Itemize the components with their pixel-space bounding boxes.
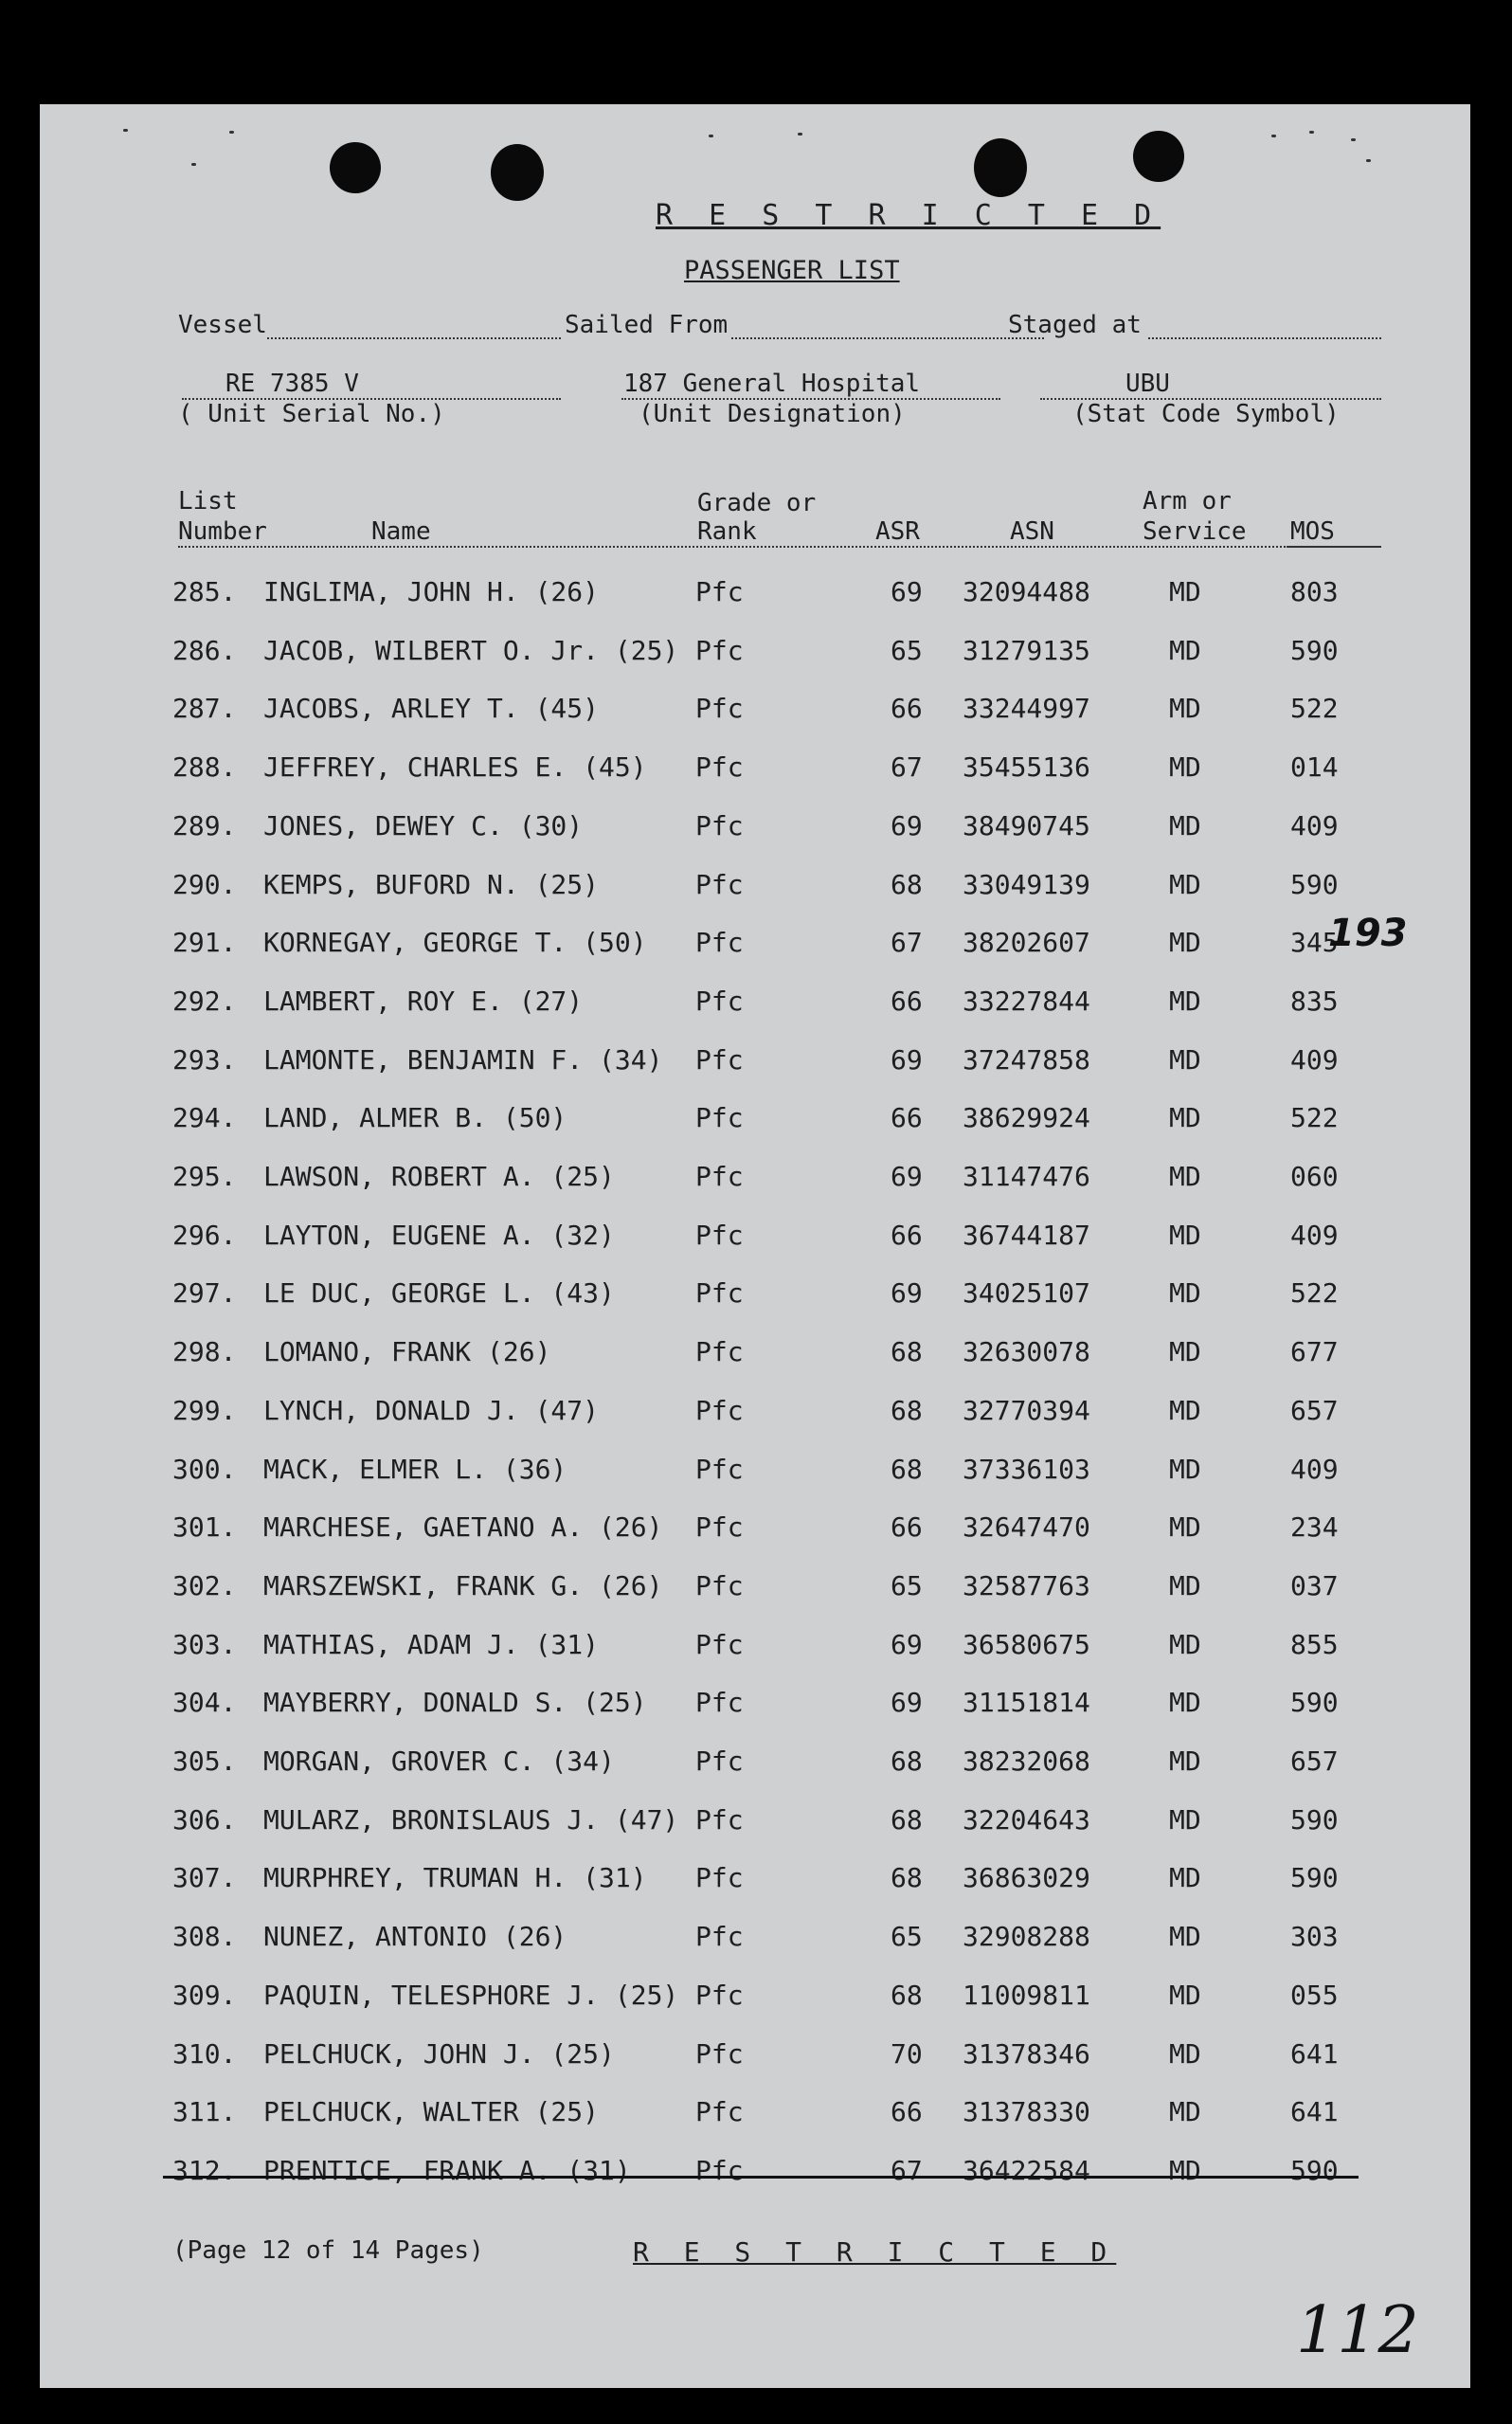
stamp-number: 193 — [1328, 912, 1408, 955]
list-number-cell: 289. — [172, 809, 237, 841]
strikethrough-line — [163, 2176, 1359, 2179]
table-row — [40, 927, 1470, 965]
arm-service-cell: MD — [1169, 809, 1201, 841]
list-number-cell: 310. — [172, 2037, 237, 2070]
table-row — [40, 1687, 1470, 1725]
passenger-name-cell: INGLIMA, JOHN H. (26) — [263, 576, 600, 607]
list-number-cell: 291. — [172, 927, 237, 959]
table-row — [40, 1161, 1470, 1199]
arm-service-cell: MD — [1169, 1043, 1201, 1076]
mos-cell: 522 — [1290, 693, 1339, 725]
passenger-name-cell: MARCHESE, GAETANO A. (26) — [263, 1511, 663, 1544]
list-number-cell: 300. — [172, 1453, 237, 1485]
list-number-cell: 309. — [172, 1979, 237, 2011]
col-name: Name — [371, 517, 431, 546]
grade-cell: Pfc — [695, 1628, 744, 1660]
table-row — [40, 1454, 1470, 1492]
asn-cell: 32908288 — [963, 1921, 1090, 1953]
grade-cell: Pfc — [695, 927, 744, 959]
asn-cell: 36744187 — [963, 1219, 1090, 1251]
passenger-name-cell: MULARZ, BRONISLAUS J. (47) — [263, 1803, 679, 1836]
grade-cell: Pfc — [695, 985, 744, 1017]
mos-cell: 037 — [1290, 1569, 1339, 1601]
arm-service-cell: MD — [1169, 1161, 1201, 1192]
col-mos: MOS — [1290, 517, 1335, 546]
passenger-name-cell: JACOB, WILBERT O. Jr. (25) — [263, 634, 679, 666]
asn-cell: 38629924 — [963, 1102, 1090, 1134]
sailed-from-label: Sailed From — [565, 311, 729, 339]
asn-cell: 32587763 — [963, 1569, 1090, 1601]
col-asn: ASN — [1010, 517, 1054, 546]
list-number-cell: 307. — [172, 1862, 237, 1894]
grade-cell: Pfc — [695, 1979, 744, 2011]
col-list-number-line1: List — [178, 487, 238, 516]
asn-cell: 38490745 — [963, 809, 1090, 841]
passenger-name-cell: JACOBS, ARLEY T. (45) — [263, 693, 600, 725]
asn-cell: 31279135 — [963, 634, 1090, 666]
table-row — [40, 1862, 1470, 1900]
asn-cell: 34025107 — [963, 1277, 1090, 1310]
asn-cell: 33227844 — [963, 985, 1090, 1017]
list-number-cell: 295. — [172, 1161, 237, 1192]
asr-cell: 67 — [891, 927, 923, 959]
arm-service-cell: MD — [1169, 1219, 1201, 1251]
asn-cell: 37247858 — [963, 1043, 1090, 1076]
passenger-name-cell: LE DUC, GEORGE L. (43) — [263, 1277, 615, 1310]
asr-cell: 67 — [891, 2154, 923, 2186]
arm-service-cell: MD — [1169, 1803, 1201, 1836]
asr-cell: 66 — [891, 1511, 923, 1544]
grade-cell: Pfc — [695, 1569, 744, 1601]
arm-service-cell: MD — [1169, 1979, 1201, 2011]
arm-service-cell: MD — [1169, 868, 1201, 900]
list-number-cell: 290. — [172, 868, 237, 900]
mos-cell: 409 — [1290, 809, 1339, 841]
asr-cell: 70 — [891, 2037, 923, 2070]
asr-cell: 65 — [891, 634, 923, 666]
mos-cell: 055 — [1290, 1979, 1339, 2011]
asr-cell: 69 — [891, 1043, 923, 1076]
table-row — [40, 869, 1470, 907]
asr-cell: 65 — [891, 1569, 923, 1601]
asn-cell: 32770394 — [963, 1394, 1090, 1426]
table-row — [40, 1980, 1470, 2017]
grade-cell: Pfc — [695, 2096, 744, 2128]
asr-cell: 69 — [891, 809, 923, 841]
list-number-cell: 296. — [172, 1219, 237, 1251]
list-number-cell: 288. — [172, 751, 237, 784]
stat-code-value: UBU — [1125, 370, 1170, 398]
asr-cell: 68 — [891, 1979, 923, 2011]
asr-cell: 69 — [891, 576, 923, 607]
list-number-cell: 305. — [172, 1746, 237, 1777]
vessel-field — [267, 337, 561, 339]
passenger-name-cell: MACK, ELMER L. (36) — [263, 1453, 567, 1485]
arm-service-cell: MD — [1169, 927, 1201, 959]
list-number-cell: 308. — [172, 1921, 237, 1953]
table-row — [40, 751, 1470, 789]
asn-cell: 38232068 — [963, 1746, 1090, 1777]
col-arm-line2: Service — [1143, 517, 1247, 546]
arm-service-cell: MD — [1169, 1746, 1201, 1777]
grade-cell: Pfc — [695, 1511, 744, 1544]
asr-cell: 66 — [891, 1102, 923, 1134]
list-number-cell: 293. — [172, 1043, 237, 1076]
table-row — [40, 1336, 1470, 1374]
table-row — [40, 2155, 1470, 2193]
unit-serial-value: RE 7385 V — [225, 370, 359, 398]
arm-service-cell: MD — [1169, 2096, 1201, 2128]
passenger-name-cell: LYNCH, DONALD J. (47) — [263, 1394, 600, 1426]
mos-cell: 409 — [1290, 1453, 1339, 1485]
table-row — [40, 1629, 1470, 1667]
passenger-name-cell: KEMPS, BUFORD N. (25) — [263, 868, 600, 900]
table-row — [40, 1395, 1470, 1433]
asr-cell: 65 — [891, 1921, 923, 1953]
table-row — [40, 1277, 1470, 1315]
grade-cell: Pfc — [695, 809, 744, 841]
table-row — [40, 2096, 1470, 2134]
grade-cell: Pfc — [695, 2037, 744, 2070]
asn-cell: 32204643 — [963, 1803, 1090, 1836]
mos-cell: 590 — [1290, 2154, 1339, 2186]
asr-cell: 68 — [891, 1394, 923, 1426]
grade-cell: Pfc — [695, 1161, 744, 1192]
mos-cell: 641 — [1290, 2037, 1339, 2070]
staged-at-field — [1148, 337, 1381, 339]
asr-cell: 68 — [891, 1336, 923, 1368]
asr-cell: 66 — [891, 2096, 923, 2128]
asn-cell: 37336103 — [963, 1453, 1090, 1485]
header-rule — [178, 546, 1353, 548]
table-row — [40, 1044, 1470, 1082]
footer-restricted: R E S T R I C T E D — [633, 2236, 1117, 2268]
asn-cell: 31378346 — [963, 2037, 1090, 2070]
table-row — [40, 693, 1470, 731]
arm-service-cell: MD — [1169, 576, 1201, 607]
asn-cell: 32094488 — [963, 576, 1090, 607]
grade-cell: Pfc — [695, 576, 744, 607]
table-row — [40, 986, 1470, 1023]
document-title: R E S T R I C T E D — [656, 199, 1161, 232]
mos-cell: 345 — [1290, 927, 1339, 959]
list-number-cell: 301. — [172, 1511, 237, 1544]
document-subtitle: PASSENGER LIST — [684, 256, 900, 285]
table-row — [40, 1220, 1470, 1257]
arm-service-cell: MD — [1169, 1336, 1201, 1368]
arm-service-cell: MD — [1169, 1511, 1201, 1544]
stat-code-caption: (Stat Code Symbol) — [1072, 400, 1340, 428]
asn-cell: 36580675 — [963, 1628, 1090, 1660]
arm-service-cell: MD — [1169, 634, 1201, 666]
asn-cell: 31378330 — [963, 2096, 1090, 2128]
mos-cell: 014 — [1290, 751, 1339, 784]
passenger-name-cell: LAMONTE, BENJAMIN F. (34) — [263, 1043, 663, 1076]
arm-service-cell: MD — [1169, 985, 1201, 1017]
asr-cell: 67 — [891, 751, 923, 784]
arm-service-cell: MD — [1169, 2154, 1201, 2186]
col-grade-line2: Rank — [697, 517, 757, 546]
passenger-name-cell: KORNEGAY, GEORGE T. (50) — [263, 927, 647, 959]
grade-cell: Pfc — [695, 2154, 744, 2186]
mos-cell: 803 — [1290, 576, 1339, 607]
asn-cell: 35455136 — [963, 751, 1090, 784]
punch-hole — [974, 138, 1027, 197]
grade-cell: Pfc — [695, 1043, 744, 1076]
table-row — [40, 1102, 1470, 1140]
asn-cell: 38202607 — [963, 927, 1090, 959]
grade-cell: Pfc — [695, 1394, 744, 1426]
asr-cell: 66 — [891, 693, 923, 725]
passenger-name-cell: JEFFREY, CHARLES E. (45) — [263, 751, 647, 784]
mos-cell: 590 — [1290, 868, 1339, 900]
grade-cell: Pfc — [695, 1336, 744, 1368]
list-number-cell: 286. — [172, 634, 237, 666]
arm-service-cell: MD — [1169, 1687, 1201, 1719]
grade-cell: Pfc — [695, 634, 744, 666]
asr-cell: 69 — [891, 1687, 923, 1719]
arm-service-cell: MD — [1169, 1569, 1201, 1601]
list-number-cell: 292. — [172, 985, 237, 1017]
asr-cell: 68 — [891, 1453, 923, 1485]
passenger-name-cell: MARSZEWSKI, FRANK G. (26) — [263, 1569, 663, 1601]
mos-cell: 590 — [1290, 634, 1339, 666]
grade-cell: Pfc — [695, 1921, 744, 1953]
table-row — [40, 1746, 1470, 1783]
passenger-name-cell: LAYTON, EUGENE A. (32) — [263, 1219, 615, 1251]
list-number-cell: 303. — [172, 1628, 237, 1660]
mos-cell: 677 — [1290, 1336, 1339, 1368]
passenger-name-cell: MATHIAS, ADAM J. (31) — [263, 1628, 600, 1660]
passenger-name-cell: PRENTICE, FRANK A. (31) — [263, 2154, 631, 2186]
grade-cell: Pfc — [695, 1803, 744, 1836]
asn-cell: 32647470 — [963, 1511, 1090, 1544]
list-number-cell: 287. — [172, 693, 237, 725]
passenger-name-cell: PELCHUCK, WALTER (25) — [263, 2096, 600, 2128]
mos-cell: 303 — [1290, 1921, 1339, 1953]
list-number-cell: 304. — [172, 1687, 237, 1719]
arm-service-cell: MD — [1169, 1921, 1201, 1953]
grade-cell: Pfc — [695, 1277, 744, 1310]
mos-cell: 590 — [1290, 1862, 1339, 1894]
passenger-name-cell: MAYBERRY, DONALD S. (25) — [263, 1687, 647, 1719]
mos-cell: 657 — [1290, 1394, 1339, 1426]
list-number-cell: 312. — [172, 2154, 237, 2186]
arm-service-cell: MD — [1169, 1453, 1201, 1485]
passenger-name-cell: PAQUIN, TELESPHORE J. (25) — [263, 1979, 679, 2011]
table-row — [40, 1921, 1470, 1959]
mos-cell: 522 — [1290, 1277, 1339, 1310]
table-row — [40, 2038, 1470, 2076]
punch-hole — [491, 144, 544, 201]
arm-service-cell: MD — [1169, 2037, 1201, 2070]
passenger-name-cell: JONES, DEWEY C. (30) — [263, 809, 584, 841]
mos-cell: 060 — [1290, 1161, 1339, 1192]
list-number-cell: 311. — [172, 2096, 237, 2128]
table-row — [40, 635, 1470, 673]
table-row — [40, 1511, 1470, 1549]
arm-service-cell: MD — [1169, 1394, 1201, 1426]
col-asr: ASR — [875, 517, 920, 546]
sailed-from-field — [731, 337, 1044, 339]
grade-cell: Pfc — [695, 1219, 744, 1251]
passenger-name-cell: LAMBERT, ROY E. (27) — [263, 985, 584, 1017]
arm-service-cell: MD — [1169, 693, 1201, 725]
asr-cell: 68 — [891, 1803, 923, 1836]
mos-cell: 855 — [1290, 1628, 1339, 1660]
passenger-name-cell: NUNEZ, ANTONIO (26) — [263, 1921, 567, 1953]
grade-cell: Pfc — [695, 1862, 744, 1894]
asn-cell: 32630078 — [963, 1336, 1090, 1368]
mos-cell: 234 — [1290, 1511, 1339, 1544]
asn-cell: 11009811 — [963, 1979, 1090, 2011]
asn-cell: 36863029 — [963, 1862, 1090, 1894]
table-row — [40, 576, 1470, 614]
asr-cell: 66 — [891, 985, 923, 1017]
asn-cell: 33244997 — [963, 693, 1090, 725]
passenger-name-cell: MORGAN, GROVER C. (34) — [263, 1746, 615, 1777]
passenger-name-cell: MURPHREY, TRUMAN H. (31) — [263, 1862, 647, 1894]
col-grade-line1: Grade or — [697, 489, 817, 517]
mos-cell: 409 — [1290, 1219, 1339, 1251]
asr-cell: 69 — [891, 1277, 923, 1310]
list-number-cell: 298. — [172, 1336, 237, 1368]
asn-cell: 33049139 — [963, 868, 1090, 900]
document-page — [40, 104, 1470, 2388]
arm-service-cell: MD — [1169, 1862, 1201, 1894]
unit-designation-caption: (Unit Designation) — [639, 400, 906, 428]
list-number-cell: 285. — [172, 576, 237, 607]
mos-cell: 409 — [1290, 1043, 1339, 1076]
grade-cell: Pfc — [695, 1453, 744, 1485]
passenger-name-cell: LOMANO, FRANK (26) — [263, 1336, 551, 1368]
grade-cell: Pfc — [695, 1746, 744, 1777]
arm-service-cell: MD — [1169, 1102, 1201, 1134]
punch-hole — [1133, 131, 1184, 182]
asr-cell: 68 — [891, 868, 923, 900]
page-info: (Page 12 of 14 Pages) — [172, 2236, 484, 2265]
list-number-cell: 306. — [172, 1803, 237, 1836]
punch-hole — [330, 142, 381, 193]
arm-service-cell: MD — [1169, 751, 1201, 784]
grade-cell: Pfc — [695, 1687, 744, 1719]
asr-cell: 69 — [891, 1161, 923, 1192]
table-row — [40, 1804, 1470, 1842]
mos-cell: 641 — [1290, 2096, 1339, 2128]
col-arm-line1: Arm or — [1143, 487, 1232, 516]
passenger-name-cell: LAWSON, ROBERT A. (25) — [263, 1161, 615, 1192]
list-number-cell: 294. — [172, 1102, 237, 1134]
grade-cell: Pfc — [695, 751, 744, 784]
mos-cell: 590 — [1290, 1687, 1339, 1719]
list-number-cell: 299. — [172, 1394, 237, 1426]
asr-cell: 69 — [891, 1628, 923, 1660]
mos-cell: 657 — [1290, 1746, 1339, 1777]
table-row — [40, 810, 1470, 848]
col-list-number-line2: Number — [178, 517, 267, 546]
list-number-cell: 297. — [172, 1277, 237, 1310]
passenger-name-cell: PELCHUCK, JOHN J. (25) — [263, 2037, 615, 2070]
arm-service-cell: MD — [1169, 1277, 1201, 1310]
unit-serial-caption: ( Unit Serial No.) — [178, 400, 445, 428]
grade-cell: Pfc — [695, 1102, 744, 1134]
grade-cell: Pfc — [695, 868, 744, 900]
staged-at-label: Staged at — [1008, 311, 1142, 339]
passenger-name-cell: LAND, ALMER B. (50) — [263, 1102, 567, 1134]
asn-cell: 36422584 — [963, 2154, 1090, 2186]
asn-cell: 31147476 — [963, 1161, 1090, 1192]
asn-cell: 31151814 — [963, 1687, 1090, 1719]
arm-service-cell: MD — [1169, 1628, 1201, 1660]
table-row — [40, 1570, 1470, 1608]
list-number-cell: 302. — [172, 1569, 237, 1601]
vessel-label: Vessel — [178, 311, 267, 339]
asr-cell: 66 — [891, 1219, 923, 1251]
mos-cell: 590 — [1290, 1803, 1339, 1836]
handwritten-page-number: 112 — [1296, 2293, 1419, 2368]
asr-cell: 68 — [891, 1746, 923, 1777]
unit-designation-value: 187 General Hospital — [623, 370, 921, 398]
mos-cell: 835 — [1290, 985, 1339, 1017]
asr-cell: 68 — [891, 1862, 923, 1894]
mos-cell: 522 — [1290, 1102, 1339, 1134]
grade-cell: Pfc — [695, 693, 744, 725]
